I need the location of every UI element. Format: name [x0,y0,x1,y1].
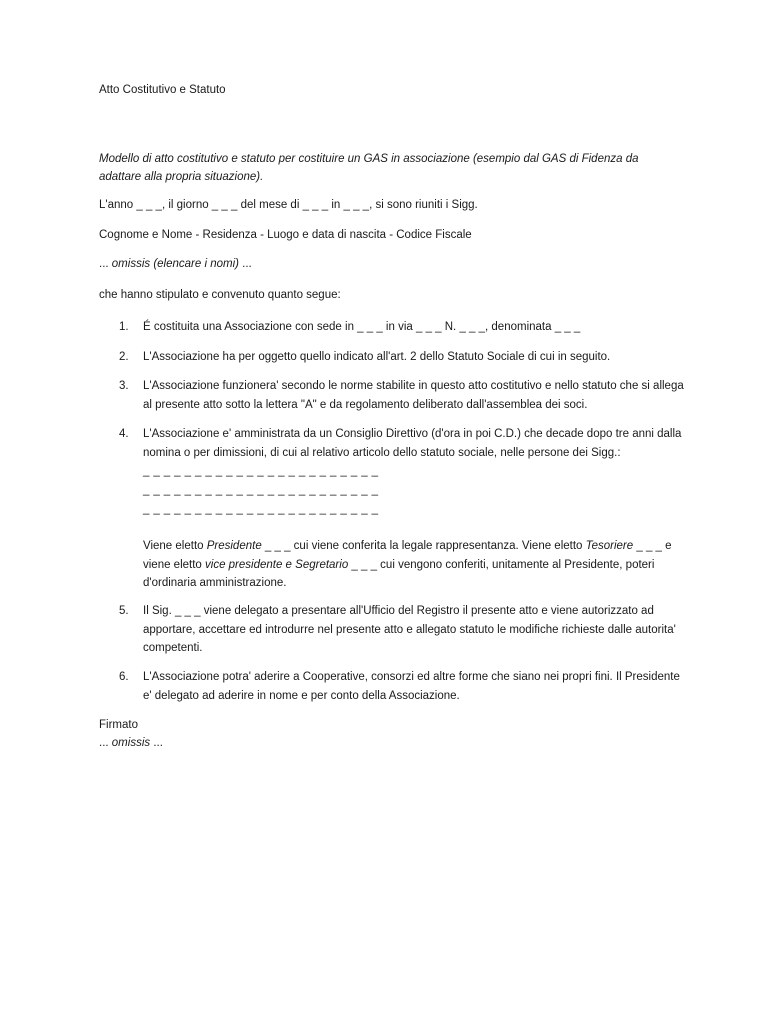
intro-paragraph: Modello di atto costitutivo e statuto per costituire un GAS in associazione (esempio dal GAS di Fidenza da adattare alla propria situazione). [99,153,639,183]
blank-signature-lines [143,462,689,519]
role-tesoriere: Tesoriere [585,540,634,552]
omissis-paragraph [99,258,252,270]
stipulato-paragraph: che hanno stipulato e convenuto quanto segue: [99,289,341,301]
list-item-text: L'Associazione funzionera' secondo le norme stabilite in questo atto costitutivo e nello statuto che si allega al presente atto sotto la lettera "A" e da regolamento deliberato dall'assemblea dei soci. [143,380,684,411]
anno-paragraph: L'anno _ _ _, il giorno _ _ _ del mese di _ _ _ in _ _ _, si sono riuniti i Sigg. [99,199,478,211]
cognome-paragraph: Cognome e Nome - Residenza - Luogo e data di nascita - Codice Fiscale [99,229,472,241]
officers-paragraph [143,537,689,593]
omissis-dots-post: ... [242,258,252,270]
list-item-text: Il Sig. _ _ _ viene delegato a presentare all'Ufficio del Registro il presente atto e viene autorizzato ad apportare, accettare ed introdurre nel presente atto e allegato statuto le modifiche richieste dalle autorita' competenti. [143,605,676,654]
officers-text: _ _ _ cui vengono conferiti, unitamente al Presidente, poteri d'ordinaria amministrazione. [143,558,655,589]
role-presidente: Presidente [206,540,262,552]
list-item-number: 6. [119,671,129,683]
officers-text: _ _ _ cui viene conferita la legale rappresentanza. Viene eletto [261,540,586,552]
list-item-text: L'Associazione potra' aderire a Cooperative, consorzi ed altre forme che siano nei propri fini. Il Presidente e' delegato ad aderire in nome e per conto della Associazione. [143,671,680,702]
list-item-text: L'Associazione e' amministrata da un Consiglio Direttivo (d'ora in poi C.D.) che decade dopo tre anni dalla nomina o per dimissioni, di cui al relativo articolo dello statuto sociale, nelle persone dei Sigg.: [143,428,682,459]
firmato-block [99,716,163,752]
omissis-dots-post: ... [153,737,163,749]
omissis-text: omissis [108,737,154,749]
blank-line: _ _ _ _ _ _ _ _ _ _ _ _ _ _ _ _ _ _ _ _ _ _ _ [143,484,379,496]
list-item-number: 2. [119,351,129,363]
role-vice-presidente: vice presidente e Segretario [205,558,349,571]
omissis-text: omissis (elencare i nomi) [108,258,243,270]
blank-line: _ _ _ _ _ _ _ _ _ _ _ _ _ _ _ _ _ _ _ _ _ _ _ [143,503,379,515]
list-item-number: 1. [119,321,129,333]
officers-text: _ _ _ e viene eletto [143,540,672,571]
firmato-label: Firmato [99,719,138,731]
firmato-omissis [99,734,163,752]
list-item-number: 5. [119,605,129,617]
omissis-dots-pre: ... [99,737,109,749]
list-item-number: 3. [119,380,129,392]
document-title: Atto Costitutivo e Statuto [99,84,226,96]
list-item-number: 4. [119,428,129,440]
officers-text: Viene eletto [143,540,207,552]
list-item-text: É costituita una Associazione con sede in _ _ _ in via _ _ _ N. _ _ _, denominata _ _ _ [143,321,581,333]
omissis-dots-pre: ... [99,258,109,270]
blank-line: _ _ _ _ _ _ _ _ _ _ _ _ _ _ _ _ _ _ _ _ _ _ _ [143,465,379,477]
list-item-text: L'Associazione ha per oggetto quello indicato all'art. 2 dello Statuto Sociale di cui in seguito. [143,351,611,363]
